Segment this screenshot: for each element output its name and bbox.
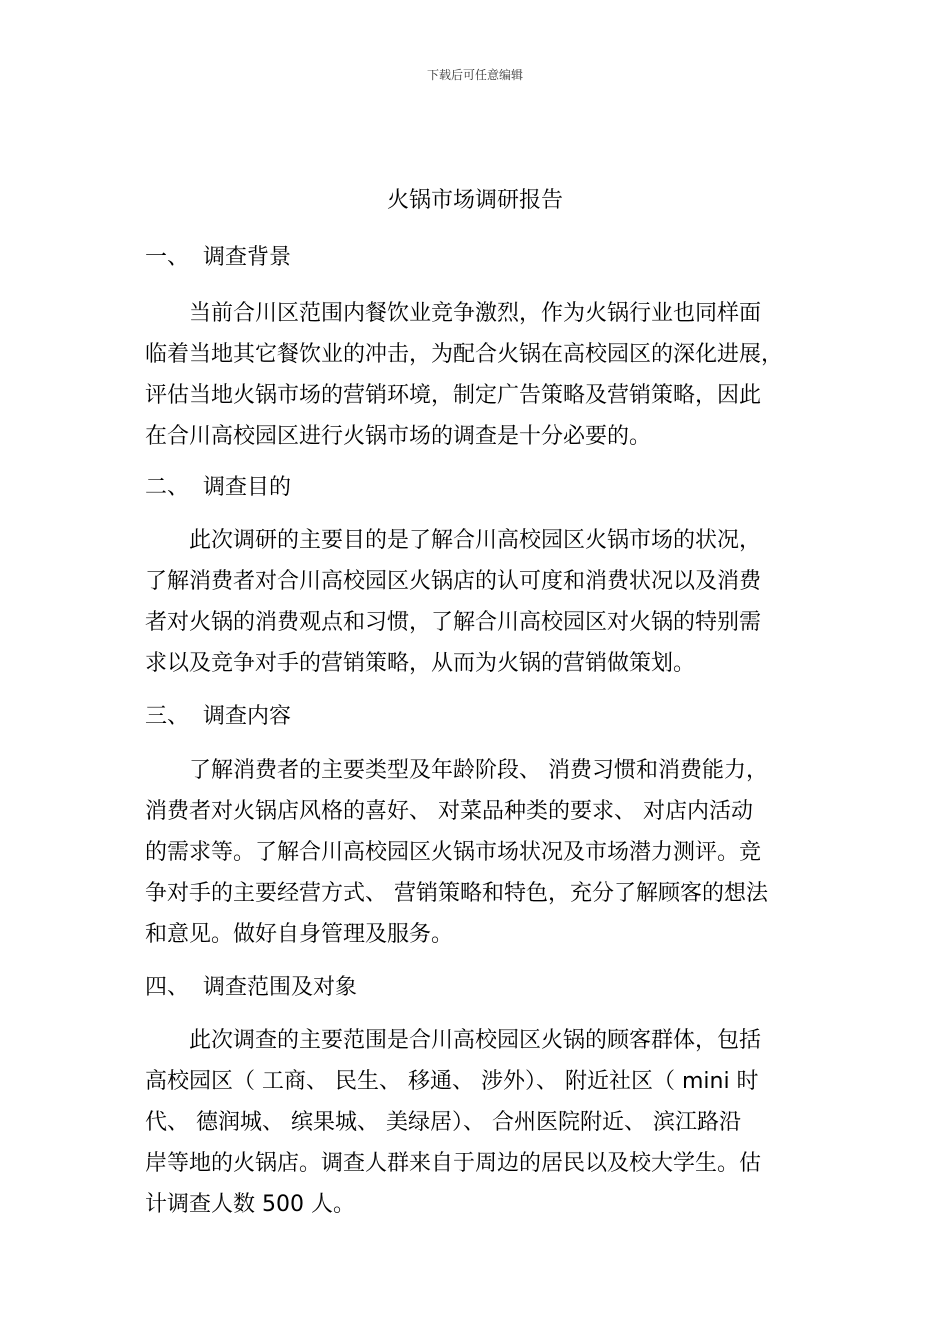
paragraph-line: 了解消费者对合川高校园区火锅店的认可度和消费状况以及消费 — [145, 569, 762, 594]
section-number: 一、 — [145, 245, 190, 270]
document-title: 火锅市场调研报告 — [386, 188, 563, 213]
section-title: 调查目的 — [203, 475, 292, 500]
section-number: 三、 — [145, 704, 190, 729]
section-title: 调查内容 — [203, 704, 292, 729]
paragraph-line: 了解消费者的主要类型及年龄阶段、 消费习惯和消费能力， — [189, 758, 768, 783]
section-title: 调查范围及对象 — [203, 975, 358, 1000]
paragraph-line: 此次调研的主要目的是了解合川高校园区火锅市场的状况， — [189, 528, 762, 553]
section-paragraph — [145, 750, 810, 955]
section-background — [145, 243, 810, 457]
header-note: 下载后可任意编辑 — [426, 68, 523, 82]
section-paragraph — [145, 293, 810, 457]
section-heading — [145, 473, 810, 503]
section-purpose — [145, 473, 810, 684]
section-scope — [145, 973, 810, 1225]
paragraph-line: 临着当地其它餐饮业的冲击，为配合火锅在高校园区的深化进展， — [145, 342, 784, 367]
paragraph-line: 评估当地火锅市场的营销环境，制定广告策略及营销策略，因此 — [145, 383, 762, 408]
section-heading — [145, 243, 810, 273]
paragraph-line: 消费者对火锅店风格的喜好、 对菜品种类的要求、 对店内活动 — [145, 799, 753, 824]
section-paragraph — [145, 1020, 810, 1225]
paragraph-line: 和意见。做好自身管理及服务。 — [145, 922, 454, 947]
section-title: 调查背景 — [203, 245, 292, 270]
paragraph-line: 岸等地的火锅店。调查人群来自于周边的居民以及校大学生。估 — [145, 1151, 762, 1176]
paragraph-line: 代、 德润城、 缤果城、 美绿居）、 合州医院附近、 滨江路沿 — [145, 1110, 741, 1135]
paragraph-line: 的需求等。了解合川高校园区火锅市场状况及市场潜力测评。竞 — [145, 840, 762, 865]
paragraph-line: 计调查人数 500 人。 — [145, 1192, 355, 1217]
section-content — [145, 702, 810, 955]
section-heading — [145, 973, 810, 1003]
section-number: 四、 — [145, 975, 190, 1000]
paragraph-line: 当前合川区范围内餐饮业竞争激烈，作为火锅行业也同样面 — [189, 301, 762, 326]
paragraph-line: 此次调查的主要范围是合川高校园区火锅的顾客群体，包括 — [189, 1028, 762, 1053]
section-number: 二、 — [145, 475, 190, 500]
paragraph-line: 争对手的主要经营方式、 营销策略和特色，充分了解顾客的想法 — [145, 881, 768, 906]
paragraph-line: 高校园区（ 工商、 民生、 移通、 涉外）、 附近社区（ mini 时 — [145, 1069, 759, 1094]
section-heading — [145, 702, 810, 732]
section-paragraph — [145, 520, 810, 684]
paragraph-line: 求以及竞争对手的营销策略，从而为火锅的营销做策划。 — [145, 651, 696, 676]
paragraph-line: 者对火锅的消费观点和习惯，了解合川高校园区对火锅的特别需 — [145, 610, 762, 635]
paragraph-line: 在合川高校园区进行火锅市场的调查是十分必要的。 — [145, 424, 652, 449]
